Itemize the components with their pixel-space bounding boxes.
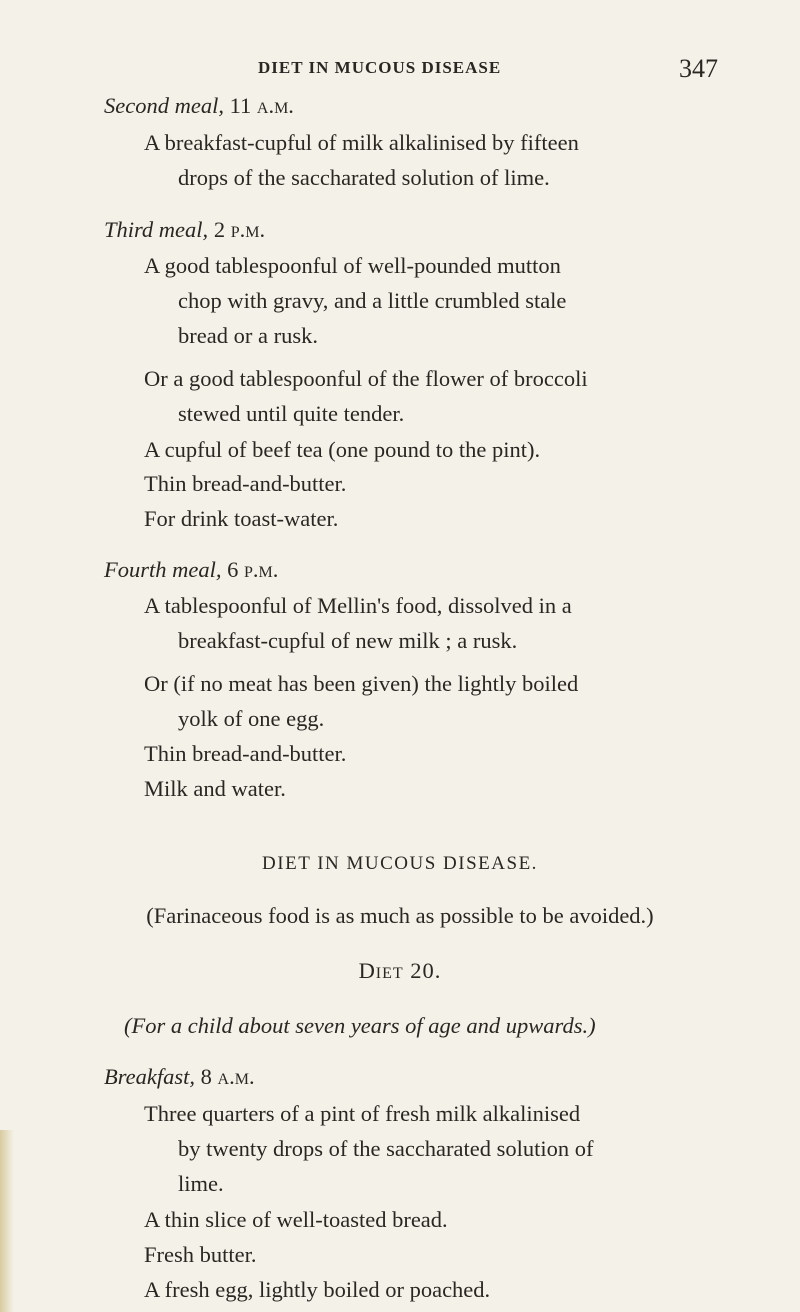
third-meal-line-4: Or a good tablespoonful of the flower of broccoli [144, 366, 588, 391]
breakfast-title: Breakfast, [104, 1064, 196, 1089]
second-meal-heading [104, 92, 294, 120]
third-meal-line-8: For drink toast-water. [144, 506, 339, 531]
second-meal-title: Second meal, [104, 93, 224, 118]
page-edge-stain [0, 1130, 14, 1312]
breakfast-heading [104, 1063, 255, 1091]
breakfast-line-5: Fresh butter. [144, 1242, 257, 1267]
second-meal-line-2: drops of the saccharated solution of lime. [178, 165, 550, 190]
fourth-meal-line-2: breakfast-cupful of new milk ; a rusk. [178, 628, 518, 653]
fourth-meal-heading [104, 556, 278, 584]
breakfast-time: 8 a.m. [200, 1064, 255, 1089]
third-meal-line-7: Thin bread-and-butter. [144, 471, 347, 496]
fourth-meal-line-4: yolk of one egg. [178, 706, 325, 731]
third-meal-line-2: chop with gravy, and a little crumbled stale [178, 288, 567, 313]
fourth-meal-line-1: A tablespoonful of Mellin's food, dissolved in a [144, 593, 572, 618]
third-meal-line-6: A cupful of beef tea (one pound to the pint). [144, 437, 541, 462]
third-meal-title: Third meal, [104, 217, 209, 242]
third-meal-time: 2 p.m. [213, 217, 266, 242]
third-meal-line-1: A good tablespoonful of well-pounded mutton [144, 253, 561, 278]
fourth-meal-title: Fourth meal, [104, 557, 222, 582]
page-number: 347 [679, 54, 718, 83]
fourth-meal-line-3: Or (if no meat has been given) the lightly boiled [144, 671, 579, 696]
section-note: (Farinaceous food is as much as possible to be avoided.) [146, 903, 654, 928]
breakfast-line-2: by twenty drops of the saccharated solution of [178, 1136, 594, 1161]
breakfast-line-3: lime. [178, 1171, 224, 1196]
diet-label: Diet 20. [358, 958, 442, 983]
third-meal-line-5: stewed until quite tender. [178, 401, 405, 426]
fourth-meal-line-6: Milk and water. [144, 776, 286, 801]
breakfast-line-4: A thin slice of well-toasted bread. [144, 1207, 448, 1232]
fourth-meal-line-5: Thin bread-and-butter. [144, 741, 347, 766]
second-meal-time: 11 a.m. [229, 93, 294, 118]
second-meal-line-1: A breakfast-cupful of milk alkalinised by fifteen [144, 130, 579, 155]
section-subtitle: (For a child about seven years of age and upwards.) [124, 1013, 596, 1038]
third-meal-heading [104, 216, 265, 244]
third-meal-line-3: bread or a rusk. [178, 323, 318, 348]
fourth-meal-time: 6 p.m. [227, 557, 279, 582]
section-title: DIET IN MUCOUS DISEASE. [262, 853, 538, 874]
running-title: DIET IN MUCOUS DISEASE [258, 58, 502, 77]
breakfast-line-6: A fresh egg, lightly boiled or poached. [144, 1277, 491, 1302]
breakfast-line-1: Three quarters of a pint of fresh milk alkalinised [144, 1101, 581, 1126]
